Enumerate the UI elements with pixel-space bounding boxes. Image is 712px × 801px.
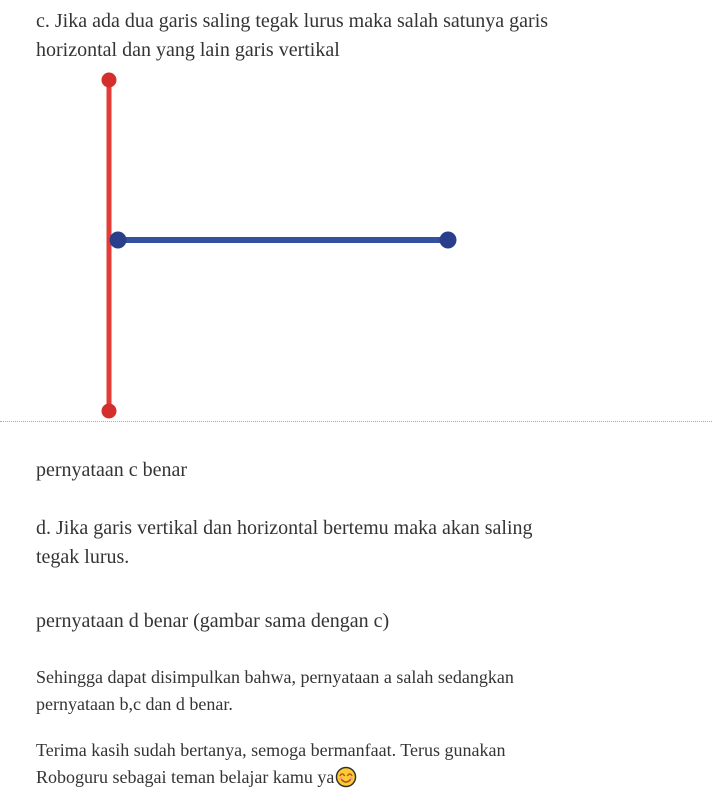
horizontal-line-left-dot — [110, 232, 127, 249]
statement-d-line-2: tegak lurus. — [36, 546, 130, 568]
perpendicular-lines-diagram — [36, 69, 506, 421]
statement-c-line-1: c. Jika ada dua garis saling tegak lurus maka salah satunya garis — [36, 10, 549, 32]
closing-line-1: Terima kasih sudah bertanya, semoga bermanfaat. Terus gunakan — [36, 740, 506, 760]
vertical-line-bottom-dot — [102, 404, 117, 419]
closing-line-2 — [36, 764, 676, 791]
answer-d-text: pernyataan d benar (gambar sama dengan c) — [36, 610, 390, 632]
answer-body-section — [0, 422, 712, 801]
vertical-line-top-dot — [102, 73, 117, 88]
closing-line-2-text: Roboguru sebagai teman belajar kamu ya — [36, 767, 335, 787]
statement-c-line-2: horizontal dan yang lain garis vertikal — [36, 39, 340, 61]
statement-d-line-1: d. Jika garis vertikal dan horizontal bertemu maka akan saling — [36, 517, 533, 539]
answer-c-text: pernyataan c benar — [36, 459, 188, 481]
conclusion-line-1: Sehingga dapat disimpulkan bahwa, pernyataan a salah sedangkan — [36, 667, 514, 687]
smiling-face-emoji-icon — [335, 766, 357, 788]
conclusion-text — [36, 664, 676, 718]
conclusion-line-2: pernyataan b,c dan d benar. — [36, 694, 233, 714]
horizontal-line-right-dot — [440, 232, 457, 249]
statement-c-text — [36, 7, 676, 65]
statement-d-text — [36, 514, 676, 572]
closing-text — [36, 737, 676, 791]
